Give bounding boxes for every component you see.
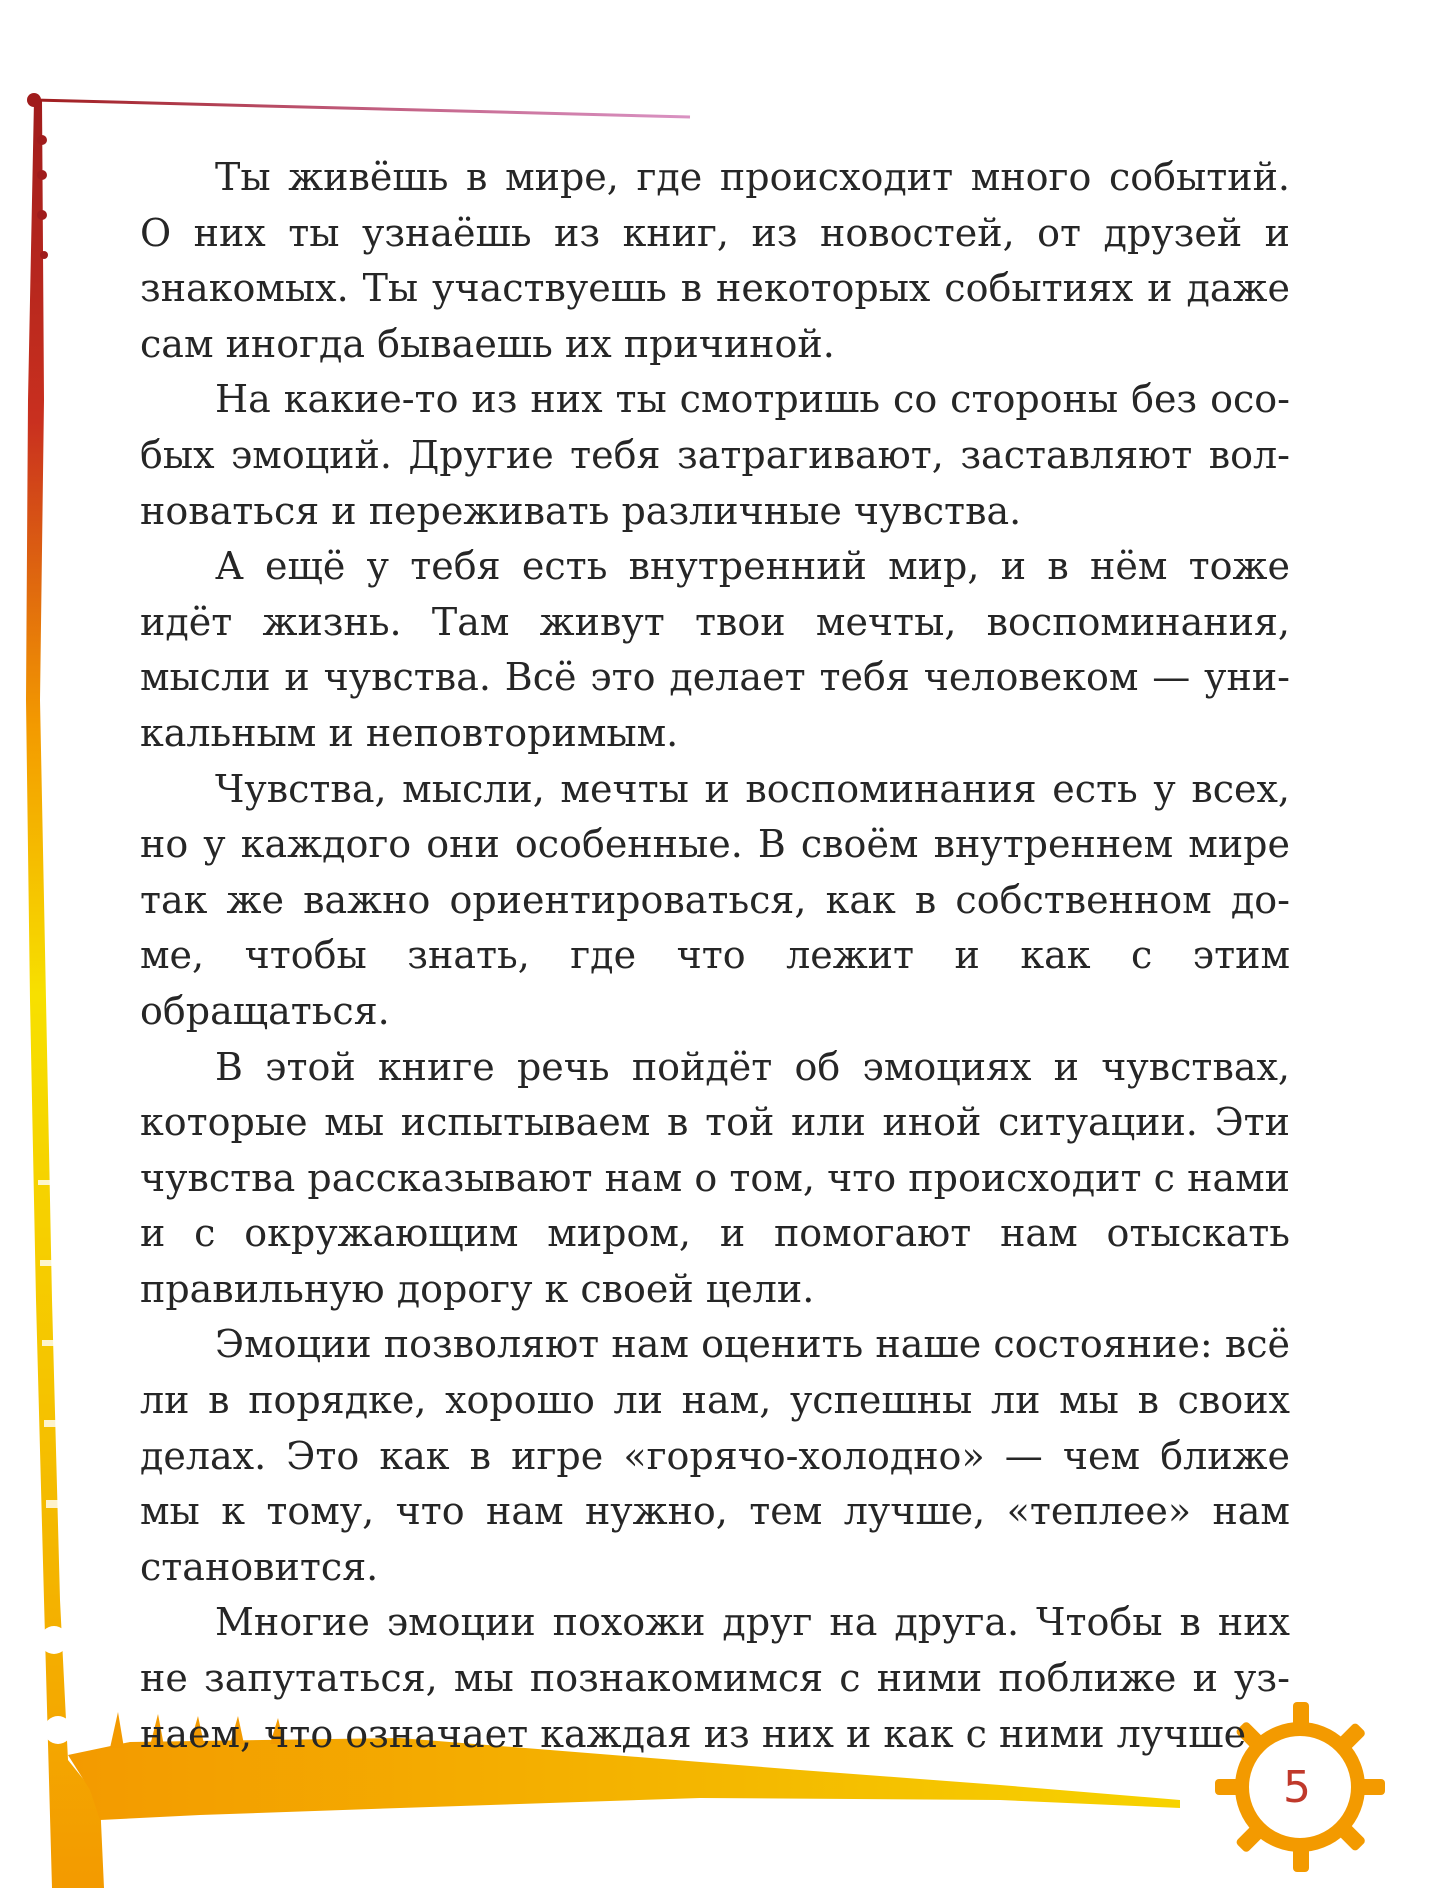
body-text: [140, 150, 1290, 1762]
notch: [44, 1716, 72, 1744]
left-stripe: [26, 100, 104, 1888]
notch: [42, 1340, 66, 1346]
paragraph-6: Эмоции позволяют нам оценить наше состояние: всё ли в порядке, хорошо ли нам, успешны ли мы в своих делах. Это как в игре «горячо-холодно» — чем ближе мы к тому, что нам нужно, тем лучше, «теплее» нам становится.: [140, 1322, 1290, 1589]
paragraph-3: А ещё у тебя есть внутренний мир, и в нём тоже идёт жизнь. Там живут твои мечты, воспоминания, мысли и чувства. Всё это делает тебя человеком — уникальным и неповторимым.: [140, 544, 1290, 755]
bump: [37, 170, 47, 180]
bump: [37, 135, 47, 145]
paragraph-5: В этой книге речь пойдёт об эмоциях и чувствах, которые мы испытываем в той или иной ситуации. Эти чувства рассказывают нам о том, что происходит с нами и с окружающим миром, и помогают нам отыскать правильную дорогу к своей цели.: [140, 1044, 1290, 1311]
bump: [37, 210, 47, 220]
paragraph-1: Ты живёшь в мире, где происходит много событий. О них ты узнаёшь из книг, из новостей, от друзей и знакомых. Ты участвуешь в некоторых событиях и даже сам иногда бываешь их причиной.: [140, 155, 1290, 366]
top-rule: [34, 100, 690, 117]
notch: [46, 1500, 76, 1508]
notch: [44, 1420, 70, 1427]
bump: [40, 251, 48, 259]
page-number: 5: [1283, 1761, 1311, 1813]
notch: [38, 1180, 58, 1185]
notch: [40, 1626, 68, 1654]
paragraph-2: На какие-то из них ты смотришь со стороны без особых эмоций. Другие тебя затрагивают, заставляют волноваться и переживать различные чувства.: [140, 377, 1290, 533]
paragraph-7: Многие эмоции похожи друг на друга. Чтобы в них не запутаться, мы познакомимся с ними поближе и узнаем, что означает каждая из них и как с ними лучше: [140, 1600, 1290, 1756]
notch: [40, 1260, 62, 1266]
paragraph-4: Чувства, мысли, мечты и воспоминания есть у всех, но у каждого они особенные. В своём внутреннем мире так же важно ориентироваться, как в собственном доме, чтобы знать, где что лежит и как с этим обращаться.: [140, 766, 1290, 1033]
